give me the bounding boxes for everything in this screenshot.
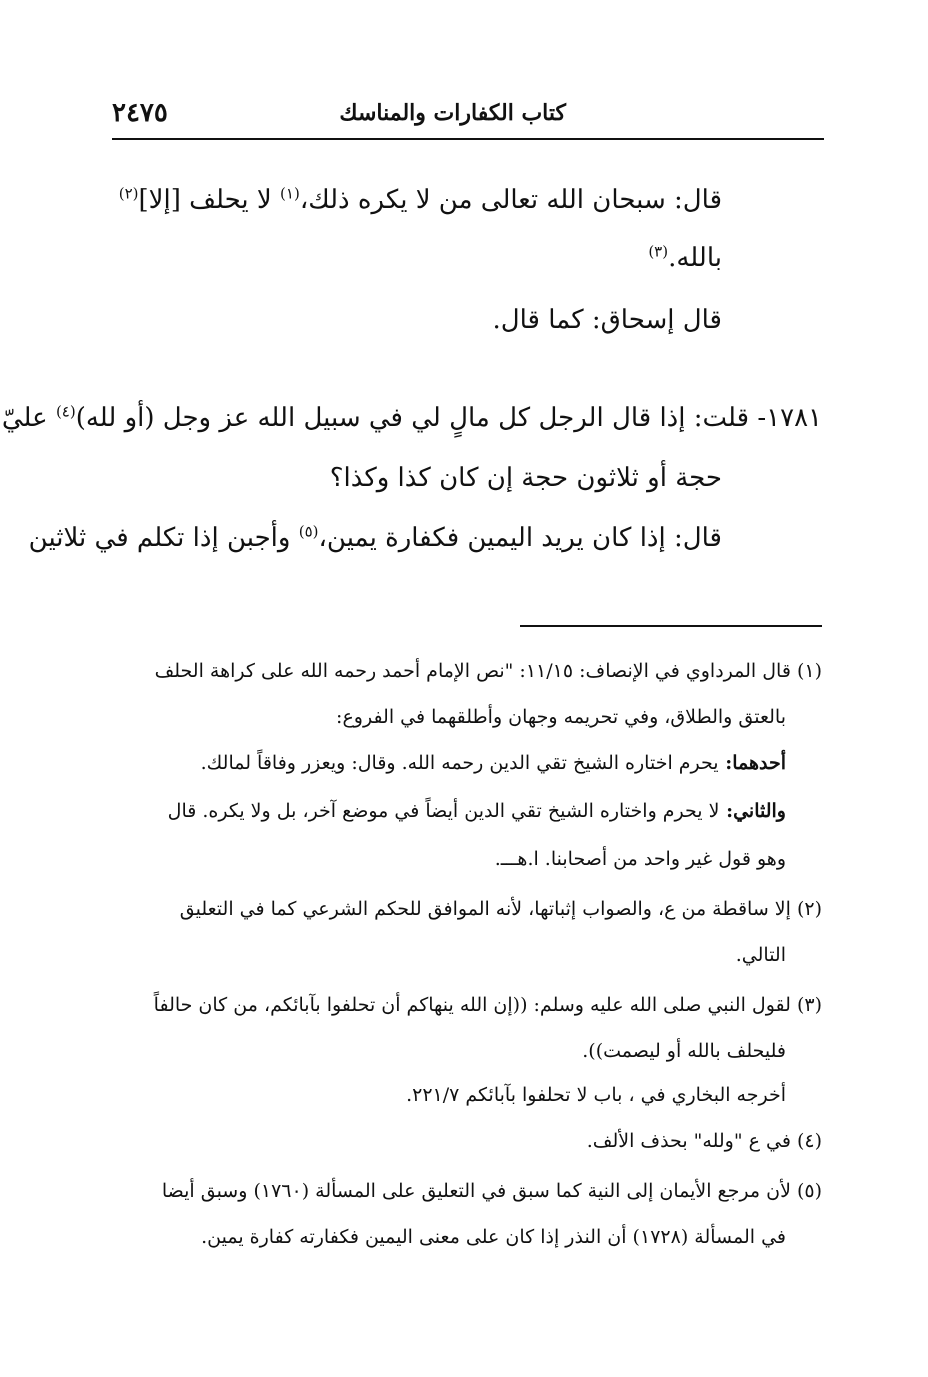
footnote-3-line-2: فليحلف بالله أو ليصمت)). [582,1040,786,1062]
footnote-1-first-opinion-label: أحدهما: [718,752,786,774]
footnote-1-line-5: وهو قول غير واحد من أصحابنا. ا.هـــ. [494,848,786,870]
footnote-3-line-1: (٣) لقول النبي صلى الله عليه وسلم: ((إن الله ينهاكم أن تحلفوا بآبائكم، من كان حالفاً [153,994,822,1016]
main-line-1-mid: لا يحلف [إلا] [138,185,281,215]
footnote-1-line-2: بالعتق والطلاق، وفي تحريمه وجهان وأطلقهما في الفروع: [336,706,786,728]
footnote-5-line-2: في المسألة (١٧٢٨) أن النذر إذا كان على معنى اليمين فكفارته كفارة يمين. [201,1226,786,1248]
answer-line-1-text: قال: إذا كان يريد اليمين فكفارة يمين، [318,523,722,553]
footnote-ref-5: (٥) [298,522,319,541]
question-line-2 [330,458,722,498]
footnote-1-line-3 [201,748,786,778]
main-line-1-text: قال: سبحان الله تعالى من لا يكره ذلك، [299,185,722,215]
main-line-2-text: بالله. [668,243,722,273]
main-line-1 [119,180,722,220]
footnote-ref-2: (٢) [118,184,139,203]
book-title: كتاب الكفارات والمناسك [339,100,566,126]
footnote-1-first-opinion: يحرم اختاره الشيخ تقي الدين رحمه الله. وقال: ويعزر وفاقاً لمالك. [200,752,719,774]
footnote-1-second-opinion: لا يحرم واختاره الشيخ تقي الدين أيضاً في موضع آخر، بل ولا يكره. قال [167,800,720,822]
question-line-2-text: حجة أو ثلاثون حجة إن كان كذا وكذا؟ [329,463,722,493]
main-line-2 [648,238,722,278]
question-line-1-text: قلت: إذا قال الرجل كل مالٍ لي في سبيل الله عز وجل (أو لله) [75,403,750,433]
footnote-3-line-3: أخرجه البخاري في ، باب لا تحلفوا بآبائكم ٢٢١/٧. [406,1084,786,1106]
page-header [112,98,824,140]
footnote-5-line-1: (٥) لأن مرجع الأيمان إلى النية كما سبق في التعليق على المسألة (١٧٦٠) وسبق أيضا [161,1180,822,1202]
question-line-1 [2,398,822,438]
page-number: ٢٤٧٥ [112,98,168,128]
footnote-1-line-1: (١) قال المرداوي في الإنصاف: ١١/١٥: "نص الإمام أحمد رحمه الله على كراهة الحلف [154,660,822,682]
main-line-3-text: قال إسحاق: كما قال. [492,305,722,335]
footnote-4-line-1: (٤) في ع "ولله" بحذف الألف. [586,1130,822,1152]
question-number: ١٧٨١- [749,403,822,433]
answer-line-1 [29,518,722,558]
footnote-2-line-2: التالي. [735,944,786,966]
footnote-ref-4: (٤) [55,402,76,421]
answer-line-1-end: وأجبن إذا تكلم في ثلاثين [28,523,299,553]
question-line-1-end: عليّ [1,403,56,433]
footnote-2-line-1: (٢) إلا ساقطة من ع، والصواب إثباتها، لأنه الموافق للحكم الشرعي كما في التعليق [179,898,822,920]
main-line-3 [492,300,722,340]
footnote-1-line-4 [168,796,786,826]
footnote-separator [520,625,822,627]
footnote-ref-1: (١) [280,184,300,203]
footnote-ref-3: (٣) [648,242,669,261]
footnote-1-second-opinion-label: والثاني: [719,800,786,822]
